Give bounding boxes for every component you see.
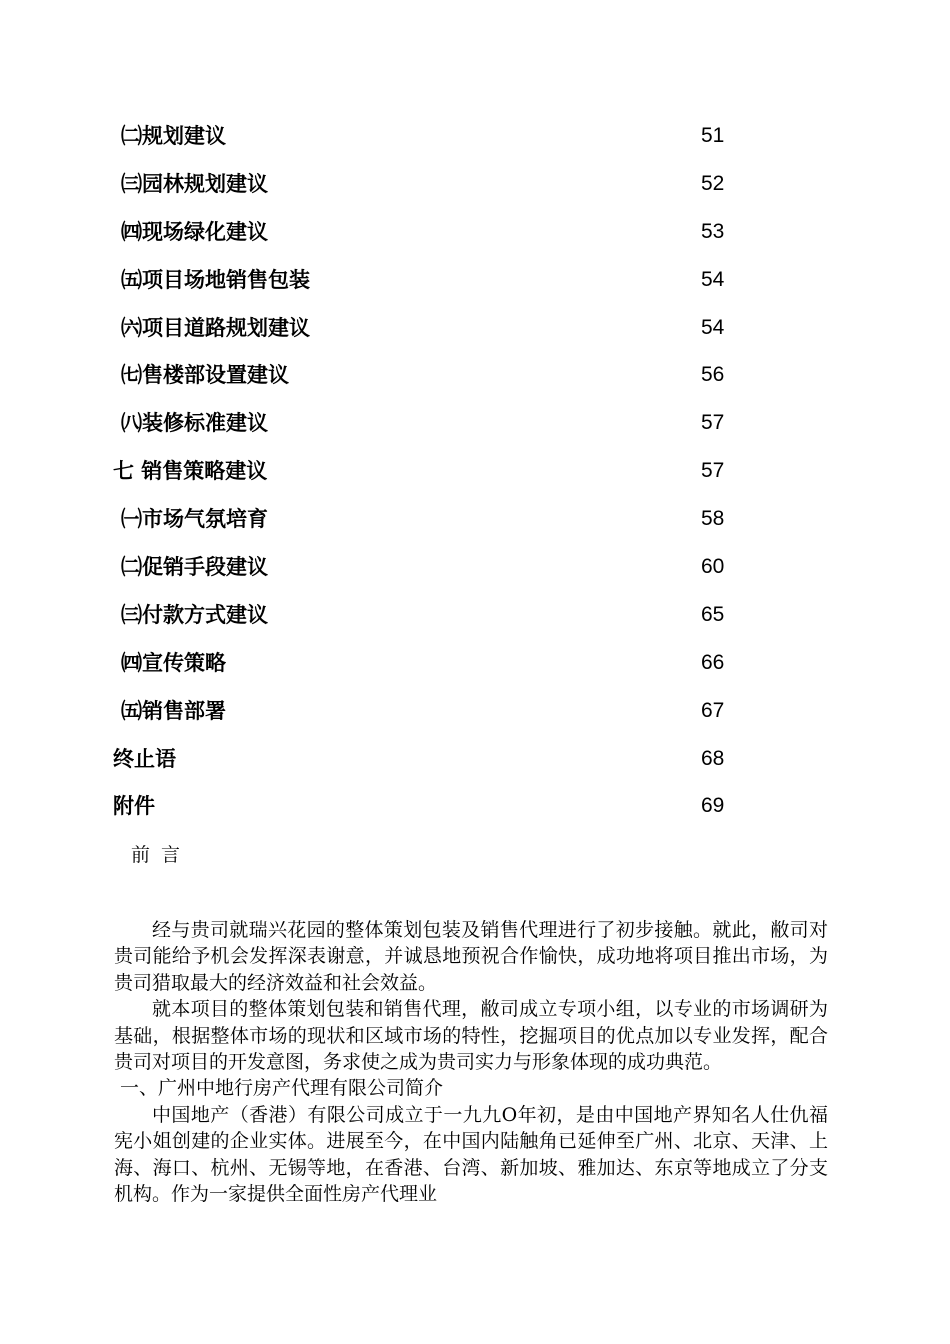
toc-entry-page: 58 xyxy=(701,507,725,531)
toc-entry-page: 57 xyxy=(701,459,725,483)
table-of-contents xyxy=(0,112,950,830)
toc-entry-label: ㈥项目道路规划建议 xyxy=(121,315,310,340)
toc-entry-label: ㈠市场气氛培育 xyxy=(121,507,268,532)
toc-entry-page: 56 xyxy=(701,363,725,387)
section-heading: 一、广州中地行房产代理有限公司简介 xyxy=(120,1077,444,1100)
toc-entry[interactable] xyxy=(0,304,950,352)
toc-entry-label: 七 销售策略建议 xyxy=(113,459,268,484)
toc-entry-label: ㈤项目场地销售包装 xyxy=(121,267,310,292)
toc-entry-page: 51 xyxy=(701,124,725,147)
toc-entry-page: 66 xyxy=(701,650,725,674)
toc-entry-page: 65 xyxy=(701,602,725,626)
paragraph: 就本项目的整体策划包装和销售代理，敝司成立专项小组，以专业的市场调研为基础，根据整体市场的现状和区域市场的特性，挖掘项目的优点加以专业发挥，配合贵司对项目的开发意图，务求使之成为贵司实力与形象体现的成功典范。 xyxy=(114,998,828,1074)
toc-entry-page: 69 xyxy=(701,794,725,818)
toc-entry[interactable] xyxy=(0,639,950,687)
toc-entry-page: 60 xyxy=(701,555,725,579)
toc-entry[interactable] xyxy=(0,495,950,543)
toc-entry[interactable] xyxy=(0,687,950,735)
toc-entry-label: ㈡规划建议 xyxy=(121,124,226,148)
toc-entry[interactable] xyxy=(0,256,950,304)
toc-entry-label: ㈦售楼部设置建议 xyxy=(121,363,289,388)
toc-entry[interactable] xyxy=(0,591,950,639)
toc-entry-page: 53 xyxy=(701,219,725,243)
toc-entry-page: 54 xyxy=(701,267,725,291)
toc-entry[interactable] xyxy=(0,543,950,591)
toc-chapter-entry[interactable] xyxy=(0,447,950,495)
toc-entry-label: ㈢付款方式建议 xyxy=(121,602,268,627)
toc-chapter-entry[interactable] xyxy=(0,782,950,830)
toc-entry-label: ㈡促销手段建议 xyxy=(121,555,268,580)
toc-entry-label: ㈢园林规划建议 xyxy=(121,171,268,196)
toc-entry[interactable] xyxy=(0,399,950,447)
toc-entry[interactable] xyxy=(0,112,950,160)
toc-entry-page: 57 xyxy=(701,411,725,435)
toc-entry-label: ㈧装修标准建议 xyxy=(121,411,268,436)
toc-entry-label: ㈣现场绿化建议 xyxy=(121,219,268,244)
toc-entry-page: 67 xyxy=(701,698,725,722)
toc-entry[interactable] xyxy=(0,351,950,399)
paragraph: 中国地产（香港）有限公司成立于一九九O年初，是由中国地产界知名人仕仇福宪小姐创建的企业实体。进展至今，在中国内陆触角已延伸至广州、北京、天津、上海、海口、杭州、无锡等地，在香港、台湾、新加坡、雅加达、东京等地成立了分支机构。作为一家提供全面性房产代理业 xyxy=(114,1103,828,1206)
paragraph: 经与贵司就瑞兴花园的整体策划包装及销售代理进行了初步接触。就此，敝司对贵司能给予机会发挥深表谢意，并诚恳地预祝合作愉快，成功地将项目推出市场，为贵司猎取最大的经济效益和社会效益。 xyxy=(114,919,828,994)
toc-entry-page: 68 xyxy=(701,746,725,770)
toc-entry-label: ㈣宣传策略 xyxy=(121,650,226,675)
toc-entry-label: ㈤销售部署 xyxy=(121,698,226,723)
toc-entry[interactable] xyxy=(0,208,950,256)
toc-entry[interactable] xyxy=(0,160,950,208)
toc-entry-page: 54 xyxy=(701,315,725,339)
toc-entry-label: 附件 xyxy=(113,794,155,819)
toc-entry-page: 52 xyxy=(701,171,725,195)
preface-body xyxy=(114,917,828,1207)
toc-chapter-entry[interactable] xyxy=(0,735,950,783)
toc-entry-label: 终止语 xyxy=(113,746,176,771)
preface-title: 前言 xyxy=(131,844,192,866)
